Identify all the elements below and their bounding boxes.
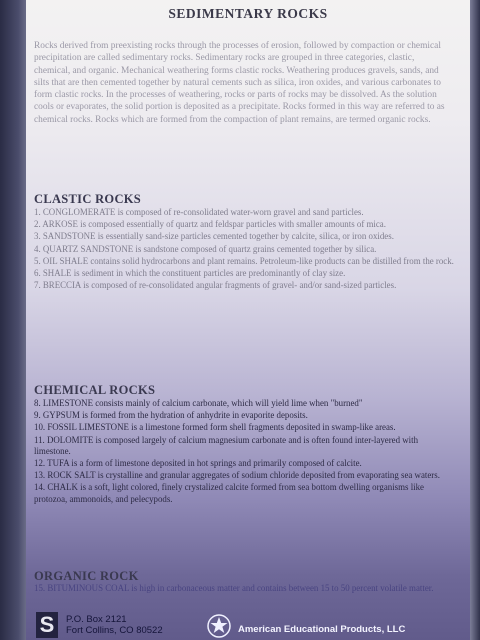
intro-paragraph: Rocks derived from preexisting rocks through the processes of erosion, followed by compaction or chemical precipitation are called sedimentary rocks. Sedimentary rocks are grouped in three categories, clastic, chemical, and organic. Mechanical weathering forms clastic rocks. Weathering produces gravels, sands, and silts that are then cemented together by natural cements such as silica, iron oxides, and various carbonates to form clastic rocks. In the processes of weathering, rocks or parts of rocks may be dissolved. As the solution cools or evaporates, the solid portion is deposited as a precipitate. Rocks formed in this way are referred to as chemical rocks. Rocks which are formed from the compaction of plant remains, are termed organic rocks. bbox=[34, 41, 445, 125]
clastic-heading: CLASTIC ROCKS bbox=[34, 192, 142, 206]
company-name: American Educational Products, LLC bbox=[238, 624, 406, 635]
page-title: SEDIMENTARY ROCKS bbox=[168, 6, 328, 21]
address bbox=[66, 614, 163, 636]
list-item: 6. SHALE is sediment in which the constituent particles are predominantly of clay size. bbox=[34, 268, 346, 279]
list-item: 2. ARKOSE is composed essentially of quartz and feldspar particles with smaller amounts of mica. bbox=[34, 219, 386, 230]
list-item: 10. FOSSIL LIMESTONE is a limestone formed form shell fragments deposited in swamp-like areas. bbox=[34, 422, 396, 433]
table-surface bbox=[0, 0, 26, 640]
list-item: 11. DOLOMITE is composed largely of calcium magnesium carbonate and is often found inter-layered with limestone. bbox=[34, 434, 419, 456]
rock-info-card bbox=[26, 0, 470, 640]
list-item: 12. TUFA is a form of limestone deposited in hot springs and primarily composed of calcite. bbox=[34, 458, 362, 469]
organic-heading: ORGANIC ROCK bbox=[34, 569, 139, 583]
list-item: 1. CONGLOMERATE is composed of re-consolidated water-worn gravel and sand particles. bbox=[34, 207, 364, 217]
list-item: 3. SANDSTONE is essentially sand-size particles cemented together by calcite, silica, or iron oxides. bbox=[34, 231, 394, 242]
list-item: 15. BITUMINOUS COAL is high in carbonaceous matter and contains between 15 to 50 percent volatile matter. bbox=[34, 583, 434, 593]
list-item: 7. BRECCIA is composed of re-consolidated angular fragments of gravel- and/or sand-sized particles. bbox=[34, 280, 397, 291]
list-item: 13. ROCK SALT is crystalline and granular aggregates of sodium chloride deposited from evaporating sea waters. bbox=[34, 470, 440, 481]
chemical-heading: CHEMICAL ROCKS bbox=[34, 383, 156, 397]
footer bbox=[26, 606, 470, 640]
star-logo-icon bbox=[204, 612, 234, 638]
list-item: 14. CHALK is a soft, light colored, finely crystalized calcite formed from sea bottom dwelling organisms like protozoa, ammonoids, and pelecypods. bbox=[34, 482, 424, 504]
publisher-logo-icon: S bbox=[36, 612, 58, 638]
organic-list bbox=[34, 583, 454, 595]
table-surface-right bbox=[470, 0, 480, 640]
list-item: 4. QUARTZ SANDSTONE is sandstone composed of quartz grains cemented together by silica. bbox=[34, 243, 377, 254]
po-box: P.O. Box 2121 bbox=[66, 614, 127, 625]
clastic-list bbox=[34, 207, 454, 292]
chemical-list bbox=[34, 398, 454, 506]
list-item: 8. LIMESTONE consists mainly of calcium carbonate, which will yield lime when "burned" bbox=[34, 398, 363, 408]
list-item: 5. OIL SHALE contains solid hydrocarbons and plant remains. Petroleum-like products can be distilled from the rock. bbox=[34, 255, 454, 266]
city-line: Fort Collins, CO 80522 bbox=[66, 625, 163, 636]
list-item: 9. GYPSUM is formed from the hydration of anhydrite in evaporite deposits. bbox=[34, 410, 308, 421]
